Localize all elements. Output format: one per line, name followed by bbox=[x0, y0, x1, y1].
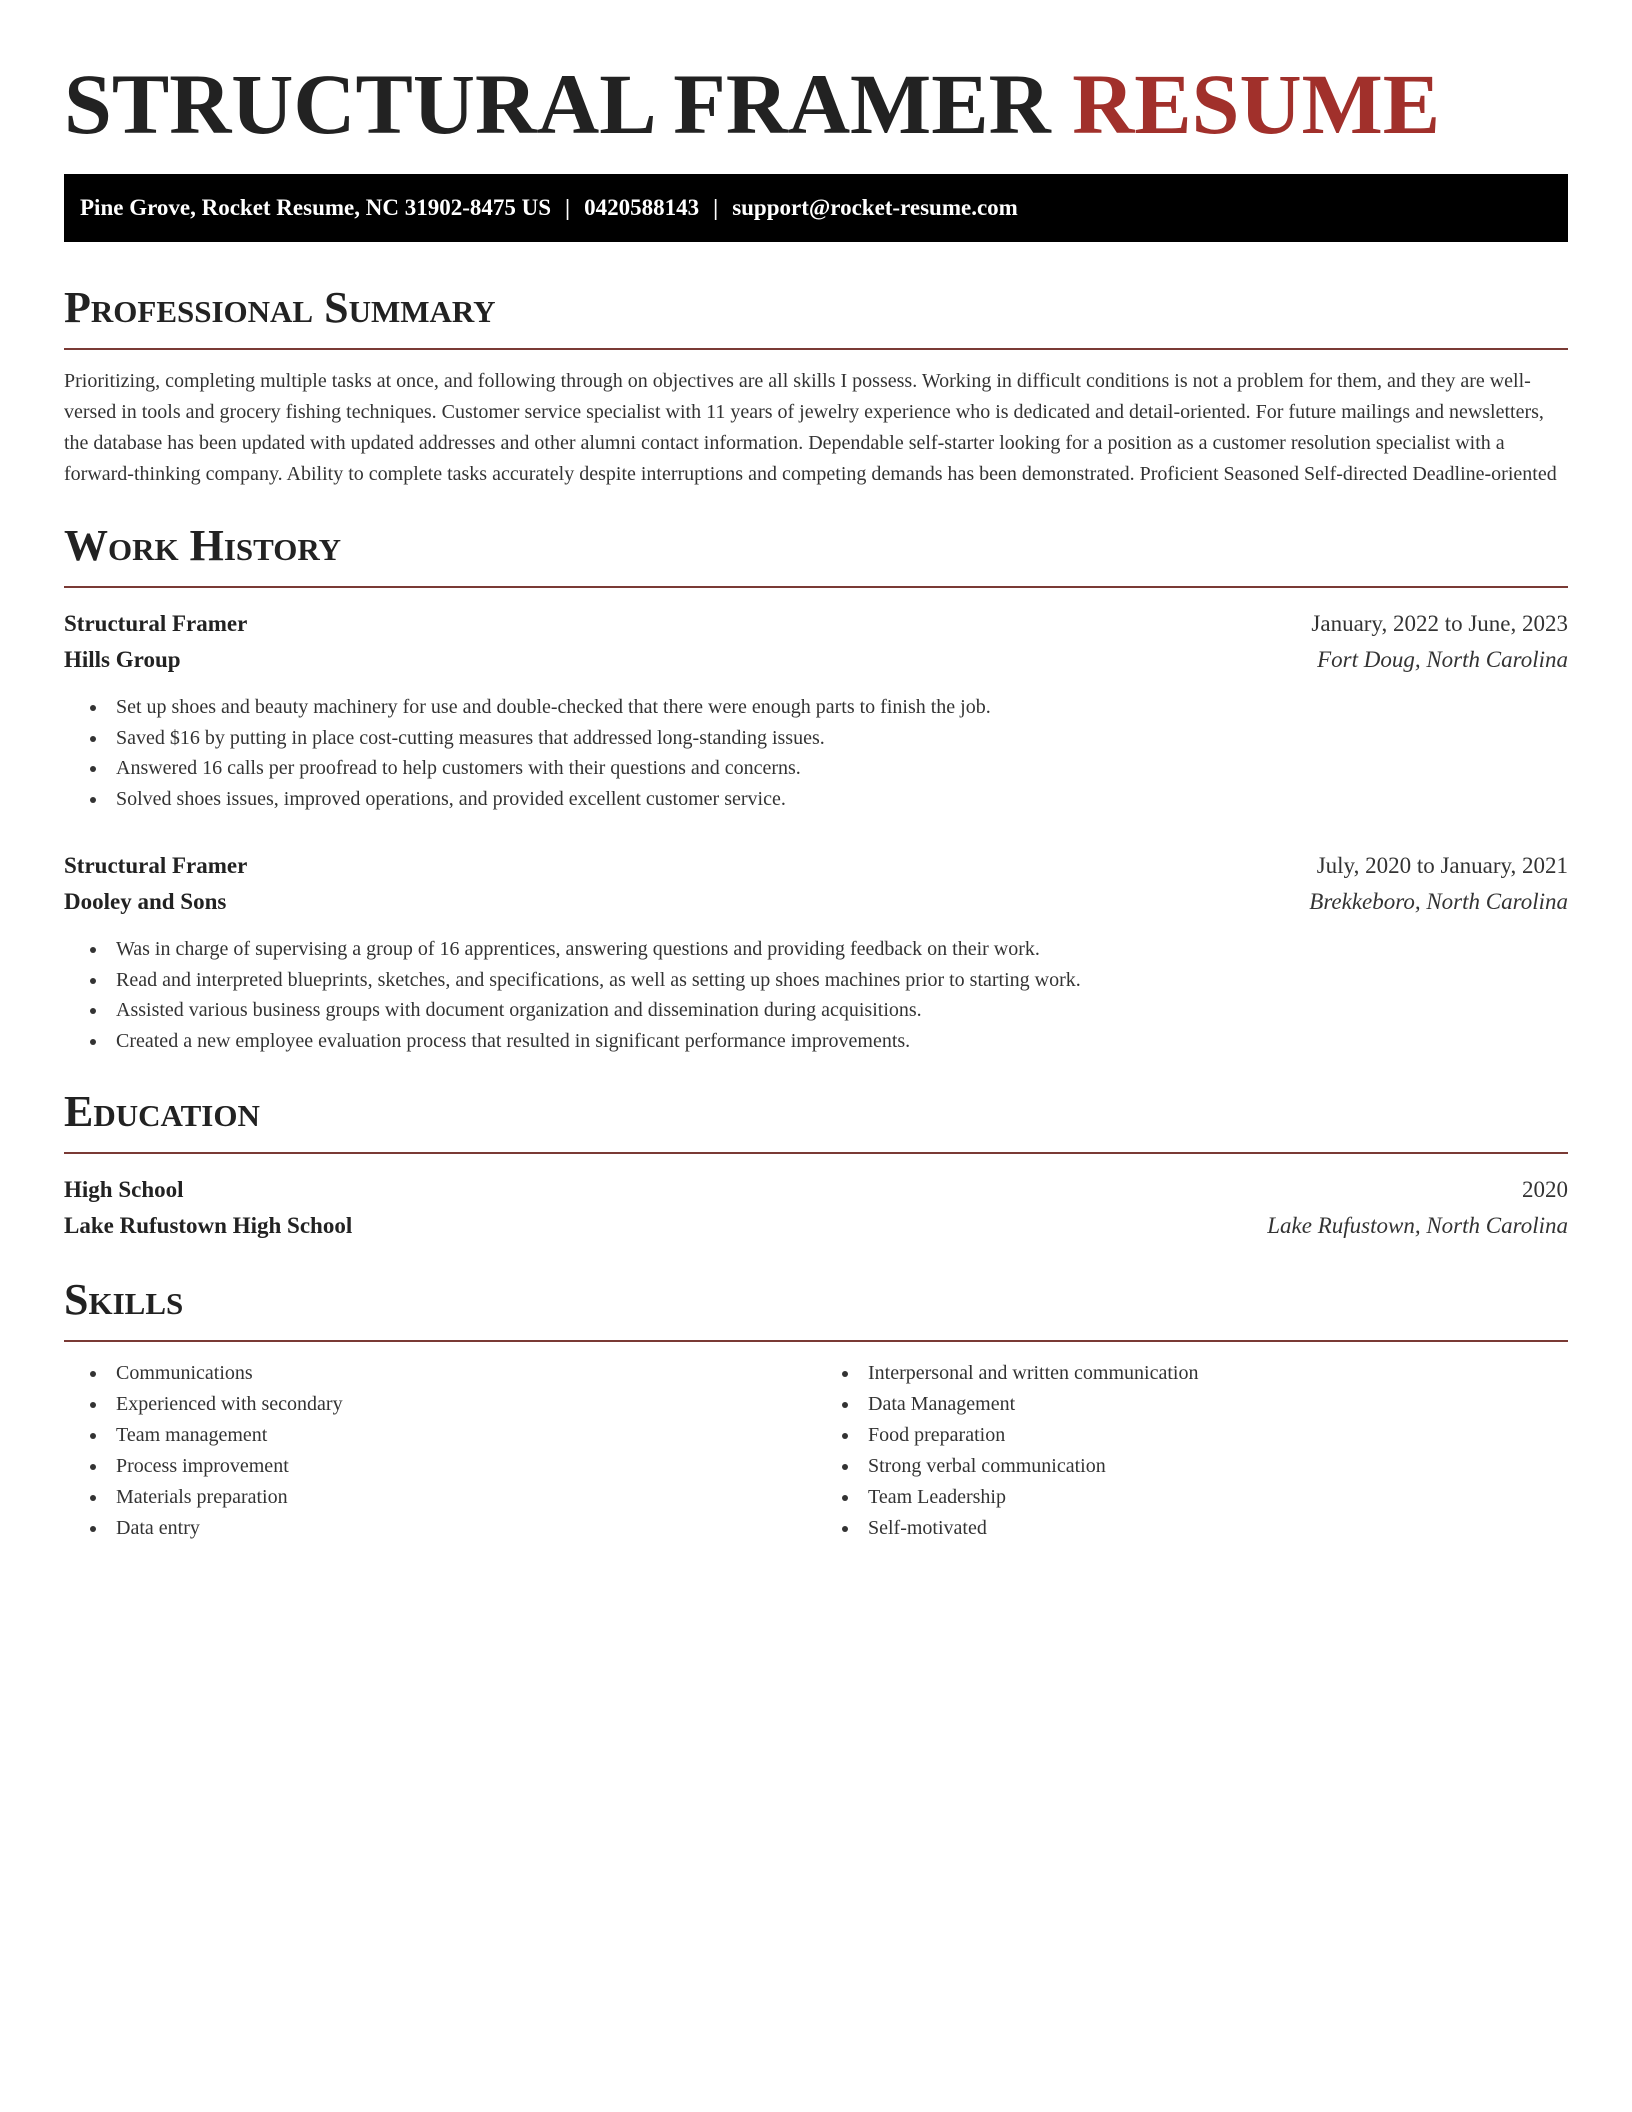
skill-item: • Communications bbox=[108, 1358, 816, 1389]
job-bullets bbox=[64, 934, 1568, 1056]
education-heading: Education bbox=[64, 1086, 1568, 1154]
job-company-row bbox=[64, 884, 1568, 920]
job-bullet: • Answered 16 calls per proofread to help customers with their questions and concerns. bbox=[108, 753, 1568, 784]
resume-title bbox=[64, 56, 1568, 152]
education-degree: High School bbox=[64, 1177, 184, 1202]
skill-item: • Interpersonal and written communication bbox=[860, 1358, 1568, 1389]
skills-columns bbox=[64, 1358, 1568, 1544]
job-title: Structural Framer bbox=[64, 611, 248, 636]
job-location: Fort Doug, North Carolina bbox=[1317, 647, 1568, 672]
job-bullets bbox=[64, 692, 1568, 814]
job-dates: January, 2022 to June, 2023 bbox=[1311, 611, 1568, 636]
work-history-heading: Work History bbox=[64, 520, 1568, 588]
job-company: Dooley and Sons bbox=[64, 889, 227, 914]
skill-item: • Strong verbal communication bbox=[860, 1451, 1568, 1482]
contact-email[interactable]: support@rocket-resume.com bbox=[732, 195, 1018, 220]
job-entry bbox=[64, 606, 1568, 814]
education-location: Lake Rufustown, North Carolina bbox=[1267, 1213, 1568, 1238]
job-bullet: • Was in charge of supervising a group of 16 apprentices, answering questions and providing feedback on their work. bbox=[108, 934, 1568, 965]
skill-item: • Team Leadership bbox=[860, 1482, 1568, 1513]
contact-separator: | bbox=[565, 195, 571, 220]
skills-section bbox=[64, 1274, 1568, 1544]
job-title-row bbox=[64, 848, 1568, 884]
skill-item: • Data entry bbox=[108, 1513, 816, 1544]
skills-list-right bbox=[816, 1358, 1568, 1544]
summary-heading: Professional Summary bbox=[64, 282, 1568, 350]
skills-list-left bbox=[64, 1358, 816, 1544]
job-company-row bbox=[64, 642, 1568, 678]
skill-item: • Materials preparation bbox=[108, 1482, 816, 1513]
job-bullet: • Read and interpreted blueprints, sketches, and specifications, as well as setting up shoes machines prior to starting work. bbox=[108, 965, 1568, 996]
job-dates: July, 2020 to January, 2021 bbox=[1316, 853, 1568, 878]
summary-text: Prioritizing, completing multiple tasks at once, and following through on objectives are all skills I possess. Working in difficult conditions is not a problem for them, and they are well-versed in tools and grocery fishing techniques. Customer service specialist with 11 years of jewelry experience who is dedicated and detail-oriented. For future mailings and newsletters, the database has been updated with updated addresses and other alumni contact information. Dependable self-starter looking for a position as a customer resolution specialist with a forward-thinking company. Ability to complete tasks accurately despite interruptions and competing demands has been demonstrated. Proficient Seasoned Self-directed Deadline-oriented bbox=[64, 370, 1557, 485]
job-bullet: • Set up shoes and beauty machinery for use and double-checked that there were enough parts to finish the job. bbox=[108, 692, 1568, 723]
skill-item: • Food preparation bbox=[860, 1420, 1568, 1451]
title-accent: RESUME bbox=[1072, 56, 1441, 152]
education-year: 2020 bbox=[1522, 1177, 1568, 1202]
work-history-section bbox=[64, 520, 1568, 1056]
skill-item: • Self-motivated bbox=[860, 1513, 1568, 1544]
job-bullet: • Created a new employee evaluation process that resulted in significant performance improvements. bbox=[108, 1026, 1568, 1057]
job-location: Brekkeboro, North Carolina bbox=[1309, 889, 1568, 914]
skill-item: • Data Management bbox=[860, 1389, 1568, 1420]
skills-heading: Skills bbox=[64, 1274, 1568, 1342]
contact-phone[interactable]: 0420588143 bbox=[584, 195, 700, 220]
contact-address: Pine Grove, Rocket Resume, NC 31902-8475 US bbox=[80, 195, 552, 220]
job-title-row bbox=[64, 606, 1568, 642]
title-main: STRUCTURAL FRAMER bbox=[64, 56, 1051, 152]
skill-item: • Process improvement bbox=[108, 1451, 816, 1482]
contact-separator: | bbox=[713, 195, 719, 220]
education-entry bbox=[64, 1172, 1568, 1244]
job-title: Structural Framer bbox=[64, 853, 248, 878]
skill-item: • Experienced with secondary bbox=[108, 1389, 816, 1420]
summary-section bbox=[64, 282, 1568, 490]
job-entry bbox=[64, 848, 1568, 1056]
job-company: Hills Group bbox=[64, 647, 181, 672]
contact-bar bbox=[64, 174, 1568, 242]
job-bullet: • Assisted various business groups with document organization and dissemination during acquisitions. bbox=[108, 995, 1568, 1026]
education-school: Lake Rufustown High School bbox=[64, 1213, 353, 1238]
job-bullet: • Solved shoes issues, improved operations, and provided excellent customer service. bbox=[108, 784, 1568, 815]
skill-item: • Team management bbox=[108, 1420, 816, 1451]
education-school-row bbox=[64, 1208, 1568, 1244]
job-bullet: • Saved $16 by putting in place cost-cutting measures that addressed long-standing issues. bbox=[108, 723, 1568, 754]
education-degree-row bbox=[64, 1172, 1568, 1208]
education-section bbox=[64, 1086, 1568, 1244]
